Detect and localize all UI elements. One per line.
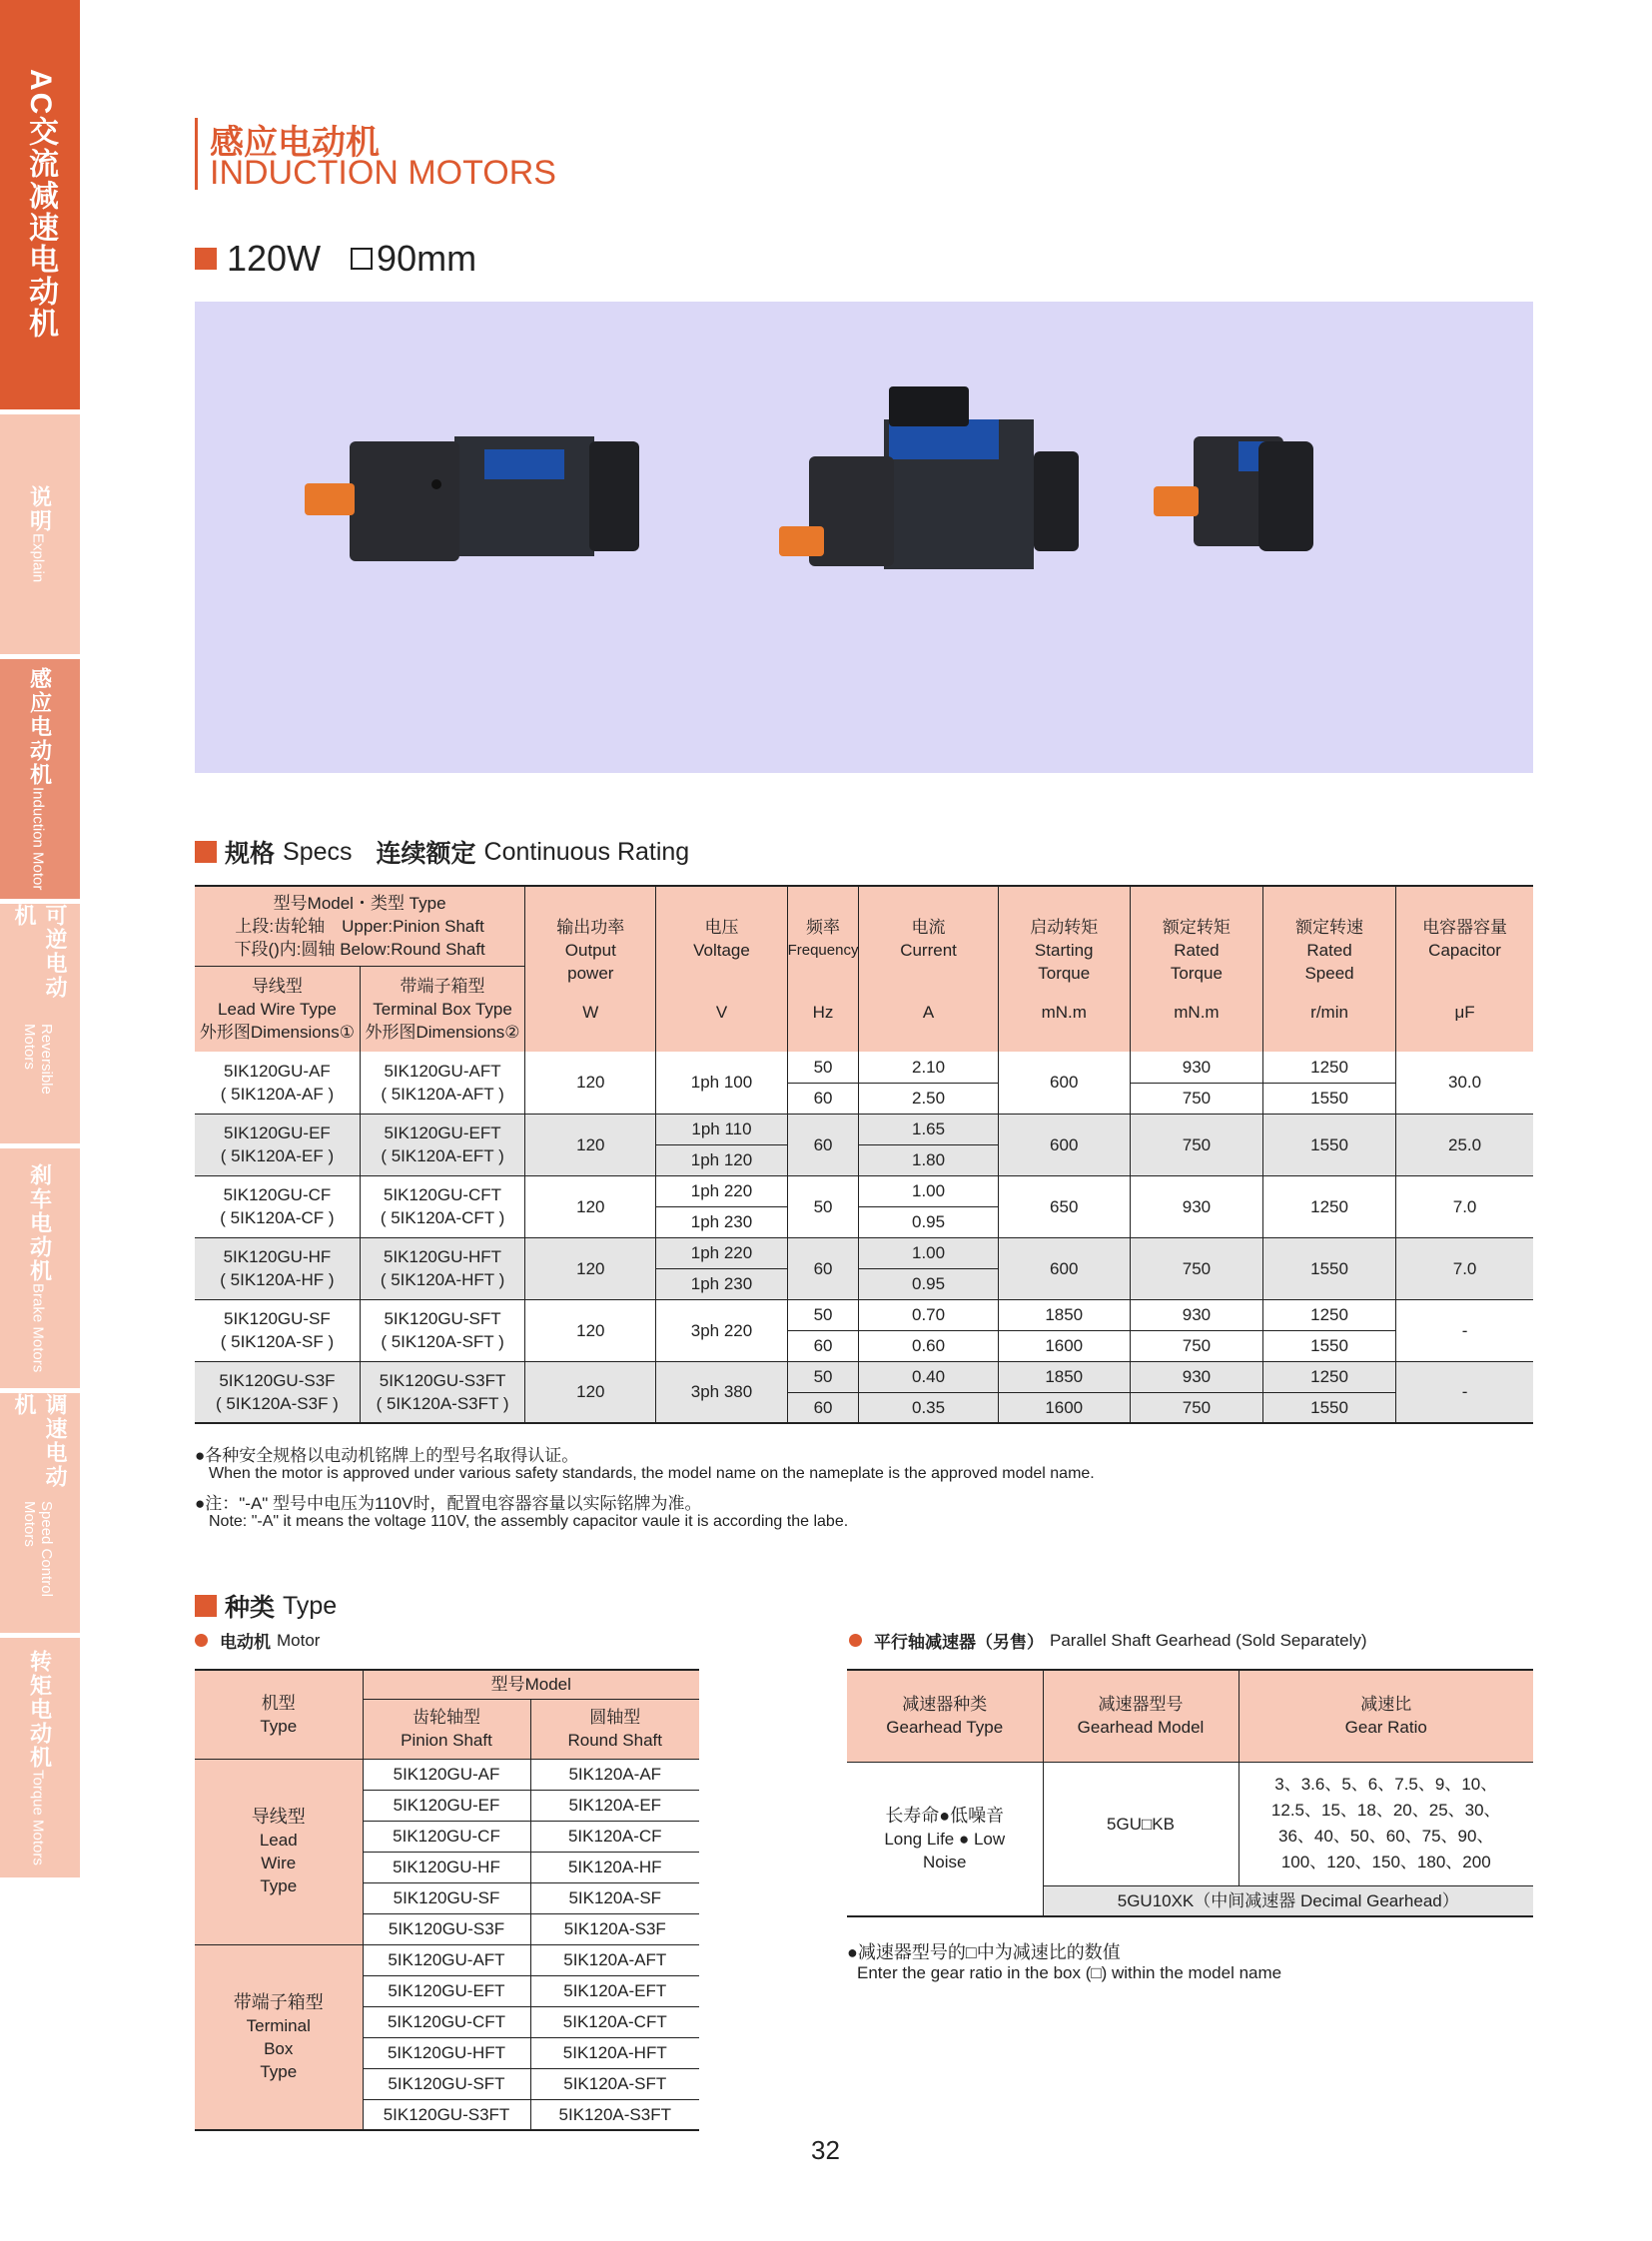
table-row — [195, 1237, 1533, 1268]
header-text: Torque — [1170, 963, 1223, 983]
lead-wire-model-cell — [195, 1237, 360, 1299]
model-text: ( 5IK120A-EF ) — [220, 1146, 335, 1165]
round-model-cell: 5IK120A-AF — [530, 1759, 699, 1790]
header-text: Gearhead Model — [1077, 1718, 1205, 1738]
pinion-model-cell: 5IK120GU-HFT — [363, 2037, 530, 2068]
lead-wire-model-cell — [195, 1361, 360, 1423]
unit-text: W — [582, 1002, 599, 1022]
header-text: 减速器种类 — [902, 1695, 988, 1715]
round-model-cell: 5IK120A-HF — [530, 1852, 699, 1882]
motor-image-terminal-box — [779, 386, 1079, 569]
rated-torque-cell: 750 — [1130, 1083, 1262, 1114]
type-text: 导线型 — [251, 1807, 306, 1827]
capacitor-cell: 7.0 — [1396, 1175, 1533, 1237]
square-marker-icon — [195, 841, 217, 863]
starting-torque-cell: 600 — [998, 1237, 1130, 1299]
bullet-icon — [195, 1634, 208, 1647]
round-model-cell: 5IK120A-S3FT — [530, 2099, 699, 2130]
frequency-cell: 50 — [787, 1175, 859, 1237]
type-title: 种类 — [225, 1594, 276, 1622]
header-text: Gear Ratio — [1344, 1718, 1427, 1738]
rated-speed-cell: 1550 — [1263, 1330, 1396, 1361]
rated-speed-cell: 1250 — [1263, 1052, 1396, 1083]
model-text: 5IK120GU-SFT — [384, 1309, 501, 1328]
starting-torque-cell: 1600 — [998, 1330, 1130, 1361]
unit-text: mN.m — [1174, 1002, 1220, 1022]
voltage-cell: 1ph 230 — [656, 1268, 787, 1299]
model-text: 5IK120GU-HF — [223, 1247, 332, 1266]
model-text: ( 5IK120A-S3FT ) — [376, 1393, 509, 1413]
pinion-model-cell: 5IK120GU-CF — [363, 1821, 530, 1852]
table-row — [195, 1052, 1533, 1083]
rated-torque-header — [1130, 886, 1262, 1052]
model-text: 5IK120GU-HFT — [383, 1247, 502, 1266]
gearhead-label-en: Parallel Shaft Gearhead (Sold Separately) — [1050, 1630, 1367, 1650]
sidebar-item-speed-control-motors[interactable] — [0, 1393, 80, 1633]
sidebar-item-label: 可逆电动机 — [12, 904, 68, 1000]
sidebar-item-reversible-motors[interactable] — [0, 904, 80, 1143]
round-model-cell: 5IK120A-EFT — [530, 1975, 699, 2006]
capacitor-header — [1396, 886, 1533, 1052]
starting-torque-cell: 600 — [998, 1114, 1130, 1175]
header-text: 额定转速 — [1295, 917, 1364, 937]
header-text: 输出功率 — [556, 917, 625, 937]
frequency-cell: 50 — [787, 1361, 859, 1392]
sidebar-item-sublabel: Brake Motors — [29, 1283, 47, 1373]
note-voltage-zh: ●注："-A" 型号中电压为110V时，配置电容器容量以实际铭牌为准。 — [195, 1494, 702, 1513]
frame-size: 90mm — [377, 238, 477, 279]
header-text: 机型 — [261, 1693, 296, 1713]
model-text: ( 5IK120A-HFT ) — [380, 1270, 505, 1289]
current-cell: 1.80 — [859, 1144, 998, 1175]
decimal-gearhead-cell: 5GU10XK（中间减速器 Decimal Gearhead） — [1043, 1885, 1533, 1916]
empty-square-icon — [351, 248, 373, 270]
rated-speed-cell: 1550 — [1263, 1083, 1396, 1114]
output-cell: 120 — [525, 1299, 656, 1361]
starting-torque-cell: 1850 — [998, 1361, 1130, 1392]
header-text: Rated — [1306, 940, 1352, 960]
current-cell: 0.35 — [859, 1392, 998, 1423]
rated-speed-cell: 1250 — [1263, 1175, 1396, 1237]
model-text: ( 5IK120A-SF ) — [220, 1332, 335, 1351]
sidebar-item-label: 刹车电动机 — [27, 1163, 53, 1284]
square-marker-icon — [195, 1595, 217, 1617]
model-line — [195, 238, 476, 280]
header-text: 频率 — [806, 917, 841, 937]
frequency-cell: 60 — [787, 1330, 859, 1361]
model-text: 5IK120GU-S3FT — [379, 1370, 506, 1390]
ratio-line: 3、3.6、5、6、7.5、9、10、 — [1274, 1775, 1498, 1794]
capacitor-cell: 25.0 — [1396, 1114, 1533, 1175]
lead-wire-model-cell — [195, 1052, 360, 1114]
lead-wire-model-cell — [195, 1175, 360, 1237]
pinion-model-cell: 5IK120GU-S3FT — [363, 2099, 530, 2130]
header-text: 额定转矩 — [1162, 917, 1231, 937]
current-header — [859, 886, 998, 1052]
pinion-model-cell: 5IK120GU-EFT — [363, 1975, 530, 2006]
frequency-header — [787, 886, 859, 1052]
cell-text: 长寿命●低噪音 — [885, 1805, 1005, 1826]
unit-text: μF — [1454, 1002, 1475, 1022]
capacitor-cell: - — [1396, 1361, 1533, 1423]
page-title-en: INDUCTION MOTORS — [210, 154, 556, 192]
rated-speed-cell: 1250 — [1263, 1361, 1396, 1392]
sidebar-item-induction-motor[interactable] — [0, 659, 80, 899]
specs-heading — [195, 834, 689, 870]
header-text: 圆轴型 — [589, 1708, 641, 1727]
gearhead-type-cell — [847, 1762, 1043, 1916]
rating-title-en: Continuous Rating — [483, 837, 690, 866]
voltage-cell: 3ph 380 — [656, 1361, 787, 1423]
starting-torque-cell: 600 — [998, 1052, 1130, 1114]
specs-title: 规格 — [225, 840, 276, 868]
round-model-cell: 5IK120A-S3F — [530, 1913, 699, 1944]
capacitor-cell: 7.0 — [1396, 1237, 1533, 1299]
header-text: Output — [564, 940, 616, 960]
note-voltage-en: Note: "-A" it means the voltage 110V, the assembly capacitor vaule it is according the labe. — [209, 1513, 849, 1530]
type-text: Terminal — [246, 2015, 311, 2035]
frequency-cell: 60 — [787, 1114, 859, 1175]
sidebar-item-label: 说明 — [27, 485, 53, 534]
gearhead-table — [847, 1669, 1533, 1917]
rated-speed-cell: 1550 — [1263, 1114, 1396, 1175]
pinion-model-cell: 5IK120GU-EF — [363, 1790, 530, 1821]
gear-ratio-cell — [1239, 1762, 1533, 1885]
rated-speed-cell: 1550 — [1263, 1237, 1396, 1299]
motor-image-lead-wire — [305, 436, 639, 561]
current-cell: 0.95 — [859, 1206, 998, 1237]
type-text: Lead — [259, 1831, 298, 1850]
gearhead-label-zh: 平行轴减速器（另售） — [874, 1633, 1044, 1652]
capacitor-cell: - — [1396, 1299, 1533, 1361]
pinion-model-cell: 5IK120GU-S3F — [363, 1913, 530, 1944]
frequency-cell: 50 — [787, 1052, 859, 1083]
pinion-model-cell: 5IK120GU-AFT — [363, 1944, 530, 1975]
frequency-cell: 60 — [787, 1392, 859, 1423]
header-text: 外形图Dimensions① — [199, 1022, 355, 1042]
sidebar-item-brake-motors[interactable] — [0, 1148, 80, 1388]
square-marker-icon — [195, 248, 217, 270]
sidebar-item-torque-motors[interactable] — [0, 1638, 80, 1877]
voltage-cell: 1ph 110 — [656, 1114, 787, 1144]
model-text: 5IK120GU-SF — [224, 1309, 331, 1328]
header-text: 型号Model・类型 Type — [273, 893, 446, 913]
motor-label-zh: 电动机 — [220, 1633, 271, 1652]
motor-type-table — [195, 1669, 699, 2131]
starting-torque-cell: 650 — [998, 1175, 1130, 1237]
frequency-cell: 50 — [787, 1299, 859, 1330]
round-model-cell: 5IK120A-CFT — [530, 2006, 699, 2037]
type-header — [195, 1670, 363, 1759]
cell-text: Noise — [923, 1852, 967, 1871]
header-accent-bar — [195, 118, 198, 190]
type-text: Wire — [261, 1854, 297, 1872]
voltage-cell: 1ph 220 — [656, 1175, 787, 1206]
header-text: Starting — [1034, 940, 1094, 960]
round-model-cell: 5IK120A-SF — [530, 1882, 699, 1913]
model-header: 型号Model — [363, 1670, 699, 1699]
table-row — [195, 1361, 1533, 1392]
type-text: Type — [260, 2061, 298, 2081]
rated-torque-cell: 750 — [1130, 1237, 1262, 1299]
frequency-cell: 60 — [787, 1237, 859, 1299]
lead-wire-model-cell — [195, 1114, 360, 1175]
terminal-box-model-cell — [360, 1237, 524, 1299]
model-text: 5IK120GU-EF — [224, 1123, 331, 1142]
model-text: ( 5IK120A-EFT ) — [381, 1146, 504, 1165]
ratio-line: 12.5、15、18、20、25、30、 — [1270, 1801, 1501, 1820]
product-photo — [195, 302, 1533, 773]
unit-text: A — [922, 1002, 935, 1022]
starting-torque-cell: 1850 — [998, 1299, 1130, 1330]
header-text: Lead Wire Type — [218, 999, 337, 1019]
model-text: 5IK120GU-CFT — [383, 1185, 502, 1204]
round-model-cell: 5IK120A-SFT — [530, 2068, 699, 2099]
ratio-line: 36、40、50、60、75、90、 — [1278, 1827, 1494, 1846]
table-row — [195, 1299, 1533, 1330]
motor-image-gearhead — [1154, 436, 1313, 551]
model-text: ( 5IK120A-CFT ) — [380, 1208, 505, 1227]
ratio-line: 100、120、150、180、200 — [1280, 1853, 1491, 1871]
sidebar-item-sublabel: Speed Control Motors — [21, 1501, 55, 1598]
current-cell: 1.00 — [859, 1237, 998, 1268]
gear-note-en: Enter the gear ratio in the box (□) within the model name — [857, 1963, 1282, 1982]
current-cell: 2.10 — [859, 1052, 998, 1083]
output-cell: 120 — [525, 1237, 656, 1299]
pinion-model-cell: 5IK120GU-AF — [363, 1759, 530, 1790]
specs-header-row — [195, 886, 1533, 966]
header-text: Rated — [1174, 940, 1220, 960]
model-type-header — [195, 886, 525, 966]
sidebar-item-sublabel: Induction Motor — [29, 787, 47, 891]
pinion-header — [363, 1699, 530, 1759]
lead-wire-header — [195, 966, 360, 1052]
note-cert-zh: ●各种安全规格以电动机铭牌上的型号名取得认证。 — [195, 1446, 579, 1465]
type-text: 带端子箱型 — [233, 1991, 324, 2012]
header-text: Round Shaft — [567, 1731, 662, 1750]
gearhead-label — [849, 1628, 1367, 1653]
rated-torque-cell: 930 — [1130, 1361, 1262, 1392]
round-model-cell: 5IK120A-CF — [530, 1821, 699, 1852]
output-cell: 120 — [525, 1361, 656, 1423]
sidebar-item-label: 感应电动机 — [27, 667, 53, 788]
current-cell: 1.00 — [859, 1175, 998, 1206]
output-cell: 120 — [525, 1052, 656, 1114]
model-text: ( 5IK120A-AF ) — [220, 1084, 335, 1104]
bullet-icon — [849, 1634, 862, 1647]
model-text: ( 5IK120A-SFT ) — [381, 1332, 504, 1351]
starting-torque-header — [998, 886, 1130, 1052]
header-text: Voltage — [693, 940, 750, 960]
model-text: ( 5IK120A-HF ) — [220, 1270, 335, 1289]
starting-torque-cell: 1600 — [998, 1392, 1130, 1423]
gearhead-model-cell: 5GU□KB — [1043, 1762, 1239, 1885]
terminal-box-model-cell — [360, 1299, 524, 1361]
voltage-cell: 1ph 230 — [656, 1206, 787, 1237]
gearhead-row — [847, 1762, 1533, 1885]
cell-text: Long Life ● Low — [884, 1829, 1006, 1849]
gearhead-type-header — [847, 1670, 1043, 1762]
header-text: 带端子箱型 — [400, 976, 485, 996]
rated-torque-cell: 930 — [1130, 1299, 1262, 1330]
rated-torque-cell: 930 — [1130, 1175, 1262, 1237]
gear-note-zh: ●减速器型号的□中为减速比的数值 — [847, 1942, 1121, 1962]
terminal-box-model-cell — [360, 1052, 524, 1114]
pinion-model-cell: 5IK120GU-SFT — [363, 2068, 530, 2099]
table-row — [195, 1944, 699, 1975]
type-text: Box — [264, 2038, 294, 2058]
header-text: 减速比 — [1360, 1695, 1412, 1715]
page-title-zh: 感应电动机 — [210, 124, 380, 162]
sidebar-main-tab[interactable] — [0, 0, 80, 409]
output-cell: 120 — [525, 1114, 656, 1175]
type-title-en: Type — [283, 1591, 338, 1620]
gear-ratio-header — [1239, 1670, 1533, 1762]
model-text: ( 5IK120A-AFT ) — [381, 1084, 504, 1104]
rated-speed-header — [1263, 886, 1396, 1052]
lead-wire-type-cell — [195, 1759, 363, 1944]
header-text: 启动转矩 — [1030, 917, 1099, 937]
round-model-cell: 5IK120A-AFT — [530, 1944, 699, 1975]
sidebar — [0, 0, 80, 2241]
motor-label-en: Motor — [277, 1630, 321, 1650]
model-text: 5IK120GU-CF — [223, 1185, 332, 1204]
table-row — [195, 1175, 1533, 1206]
sidebar-item-sublabel: Torque Motors — [29, 1770, 47, 1866]
model-text: 5IK120GU-S3F — [219, 1370, 336, 1390]
model-text: 5IK120GU-EFT — [384, 1123, 501, 1142]
pinion-model-cell: 5IK120GU-SF — [363, 1882, 530, 1913]
motor-illustration — [195, 302, 1533, 773]
terminal-box-type-cell — [195, 1944, 363, 2130]
sidebar-item-label: 调速电动机 — [12, 1393, 68, 1489]
unit-text: r/min — [1310, 1002, 1348, 1022]
note-cert-en: When the motor is approved under various safety standards, the model name on the nameplate is the approved model name. — [209, 1465, 1095, 1482]
type-heading — [195, 1588, 337, 1624]
header-text: Capacitor — [1428, 940, 1501, 960]
sidebar-main-label: AC交流减速电动机 — [24, 69, 57, 341]
header-text: Terminal Box Type — [373, 999, 512, 1019]
voltage-cell: 1ph 100 — [656, 1052, 787, 1114]
header-text: Torque — [1038, 963, 1091, 983]
round-model-cell: 5IK120A-EF — [530, 1790, 699, 1821]
header-text: 导线型 — [251, 976, 303, 996]
rated-torque-cell: 750 — [1130, 1392, 1262, 1423]
current-cell: 0.40 — [859, 1361, 998, 1392]
unit-text: mN.m — [1041, 1002, 1087, 1022]
rated-speed-cell: 1550 — [1263, 1392, 1396, 1423]
header-text: 电压 — [704, 917, 739, 937]
header-text: power — [567, 963, 614, 983]
terminal-box-model-cell — [360, 1361, 524, 1423]
pinion-model-cell: 5IK120GU-CFT — [363, 2006, 530, 2037]
terminal-box-model-cell — [360, 1114, 524, 1175]
model-text: 5IK120GU-AF — [224, 1061, 331, 1081]
rated-speed-cell: 1250 — [1263, 1299, 1396, 1330]
header-text: Gearhead Type — [886, 1718, 1004, 1738]
terminal-box-header — [360, 966, 524, 1052]
header-text: 外形图Dimensions② — [365, 1022, 520, 1042]
specs-title-en: Specs — [283, 837, 353, 866]
rated-torque-cell: 930 — [1130, 1052, 1262, 1083]
header-text: 减速器型号 — [1098, 1695, 1184, 1715]
gearhead-model-header — [1043, 1670, 1239, 1762]
power-rating: 120W — [227, 238, 322, 279]
rated-torque-cell: 750 — [1130, 1330, 1262, 1361]
header-text: 电流 — [911, 917, 946, 937]
pinion-model-cell: 5IK120GU-HF — [363, 1852, 530, 1882]
output-header — [525, 886, 656, 1052]
current-cell: 0.60 — [859, 1330, 998, 1361]
specs-table — [195, 885, 1533, 1424]
voltage-cell: 1ph 220 — [656, 1237, 787, 1268]
header-text: 齿轮轴型 — [413, 1708, 480, 1727]
header-text: 上段:齿轮轴 Upper:Pinion Shaft — [235, 916, 484, 936]
motor-label — [195, 1628, 320, 1653]
type-text: Type — [260, 1876, 298, 1895]
gearhead-header-row — [847, 1670, 1533, 1762]
header-text: Pinion Shaft — [401, 1731, 492, 1750]
output-cell: 120 — [525, 1175, 656, 1237]
frequency-cell: 60 — [787, 1083, 859, 1114]
current-cell: 0.70 — [859, 1299, 998, 1330]
sidebar-item-label: 转矩电动机 — [27, 1650, 53, 1771]
capacitor-cell: 30.0 — [1396, 1052, 1533, 1114]
current-cell: 2.50 — [859, 1083, 998, 1114]
header-text: Speed — [1304, 963, 1354, 983]
voltage-header — [656, 886, 787, 1052]
sidebar-item-sublabel: Reversible Motors — [21, 1023, 55, 1095]
table-row — [195, 1114, 1533, 1144]
round-model-cell: 5IK120A-HFT — [530, 2037, 699, 2068]
model-text: ( 5IK120A-S3F ) — [216, 1393, 339, 1413]
terminal-box-model-cell — [360, 1175, 524, 1237]
unit-text: Hz — [812, 1002, 834, 1022]
lead-wire-model-cell — [195, 1299, 360, 1361]
voltage-cell: 1ph 120 — [656, 1144, 787, 1175]
voltage-cell: 3ph 220 — [656, 1299, 787, 1361]
sidebar-item-explain[interactable] — [0, 414, 80, 654]
rating-title: 连续额定 — [376, 840, 476, 868]
page-number: 32 — [811, 2135, 840, 2165]
header-text: Type — [260, 1716, 298, 1736]
round-header — [530, 1699, 699, 1759]
model-text: 5IK120GU-AFT — [384, 1061, 501, 1081]
current-cell: 0.95 — [859, 1268, 998, 1299]
header-text: Frequency — [787, 941, 859, 959]
header-text: Current — [900, 940, 957, 960]
table-row — [195, 1759, 699, 1790]
motor-header-row — [195, 1670, 699, 1699]
header-text: 下段()内:圆轴 Below:Round Shaft — [234, 939, 485, 959]
unit-text: V — [715, 1002, 728, 1022]
sidebar-item-sublabel: Explain — [29, 533, 47, 583]
rated-torque-cell: 750 — [1130, 1114, 1262, 1175]
header-text: 电容器容量 — [1422, 917, 1508, 937]
current-cell: 1.65 — [859, 1114, 998, 1144]
model-text: ( 5IK120A-CF ) — [220, 1208, 335, 1227]
